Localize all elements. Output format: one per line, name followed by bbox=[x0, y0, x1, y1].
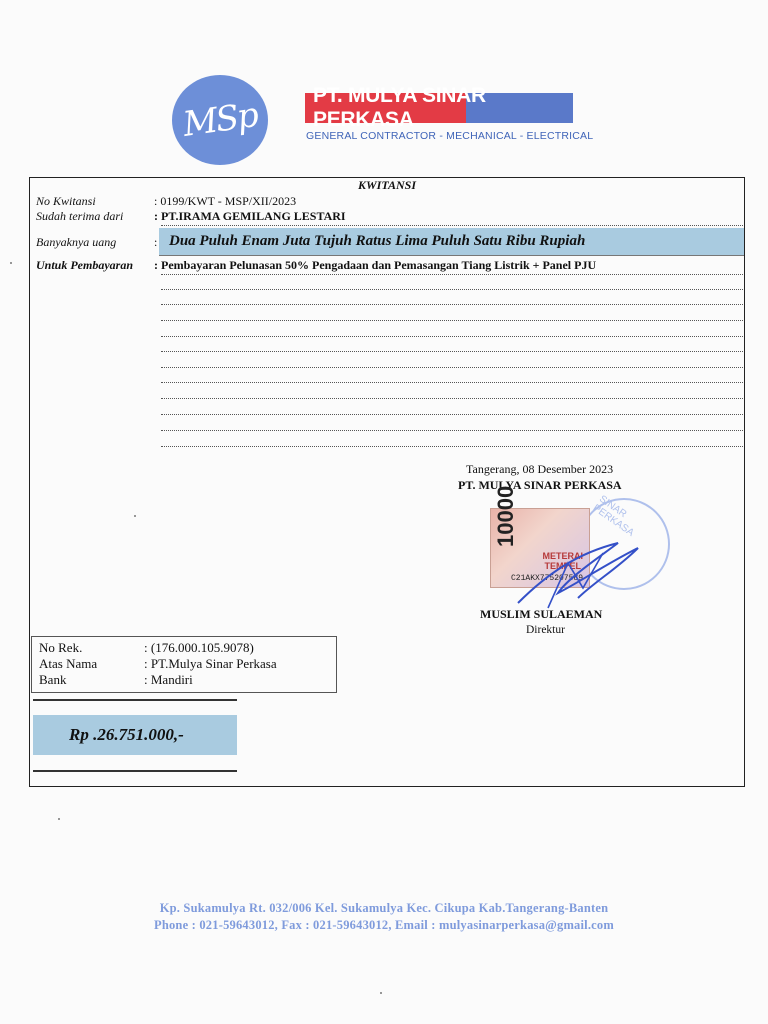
dotted-line bbox=[161, 398, 743, 399]
stamp-serial: C21AKX775207589 bbox=[511, 574, 584, 583]
dotted-line bbox=[161, 414, 743, 415]
seal-text: SINAR PERKASA bbox=[590, 493, 636, 539]
bank-name-value: : Mandiri bbox=[144, 672, 193, 687]
dotted-line bbox=[161, 225, 743, 226]
scan-speck bbox=[10, 262, 12, 264]
dotted-line bbox=[161, 367, 743, 368]
stamp-value: 10000 bbox=[493, 485, 518, 547]
account-name-value: : PT.Mulya Sinar Perkasa bbox=[144, 656, 277, 671]
total-top-rule bbox=[33, 699, 237, 701]
received-from-value: : PT.IRAMA GEMILANG LESTARI bbox=[154, 209, 346, 223]
dotted-line bbox=[161, 320, 743, 321]
signer-name: MUSLIM SULAEMAN bbox=[480, 607, 603, 621]
dotted-line bbox=[161, 430, 743, 431]
amount-in-words: Dua Puluh Enam Juta Tujuh Ratus Lima Puluh Satu Ribu Rupiah bbox=[159, 228, 744, 256]
stamp-label-line1: METERAI bbox=[542, 551, 583, 561]
dotted-line bbox=[161, 304, 743, 305]
no-kwitansi-label: No Kwitansi bbox=[36, 194, 96, 208]
bank-info-box bbox=[31, 636, 337, 693]
dotted-line bbox=[161, 289, 743, 290]
payment-for-value: : Pembayaran Pelunasan 50% Pengadaan dan Pemasangan Tiang Listrik + Panel PJU bbox=[154, 258, 597, 272]
handwritten-signature bbox=[508, 523, 648, 613]
total-bottom-rule bbox=[33, 770, 237, 772]
dotted-line bbox=[161, 446, 743, 447]
scan-speck bbox=[380, 992, 382, 994]
scan-speck bbox=[134, 515, 136, 517]
receipt-frame bbox=[29, 177, 745, 787]
account-number-value: : (176.000.105.9078) bbox=[144, 640, 254, 655]
company-name-banner: PT. MULYA SINAR PERKASA bbox=[305, 93, 573, 123]
amount-words-colon: : bbox=[154, 235, 158, 249]
signer-title: Direktur bbox=[526, 624, 565, 636]
total-amount: Rp .26.751.000,- bbox=[33, 715, 237, 755]
payment-for-label: Untuk Pembayaran bbox=[36, 258, 134, 272]
company-tagline: GENERAL CONTRACTOR - MECHANICAL - ELECTRICAL bbox=[306, 130, 594, 142]
footer-address: Kp. Sukamulya Rt. 032/006 Kel. Sukamulya Kec. Cikupa Kab.Tangerang-Banten bbox=[159, 901, 609, 915]
footer-contact: Phone : 021-59643012, Fax : 021-59643012, Email : mulyasinarperkasa@gmail.com bbox=[154, 918, 614, 932]
stamp-label-line2: TEMPEL bbox=[544, 561, 581, 571]
company-logo bbox=[172, 75, 268, 165]
scan-speck bbox=[58, 818, 60, 820]
dotted-line bbox=[161, 274, 743, 275]
no-kwitansi-value: : 0199/KWT - MSP/XII/2023 bbox=[154, 194, 297, 208]
dotted-line bbox=[161, 336, 743, 337]
dotted-line bbox=[161, 382, 743, 383]
place-date: Tangerang, 08 Desember 2023 bbox=[466, 462, 614, 476]
account-name-label: Atas Nama bbox=[39, 656, 98, 671]
dotted-line bbox=[161, 351, 743, 352]
logo-text: MSp bbox=[180, 95, 260, 145]
document-title: KWITANSI bbox=[357, 178, 417, 192]
bank-name-label: Bank bbox=[39, 672, 67, 687]
received-from-label: Sudah terima dari bbox=[36, 209, 124, 223]
amount-words-label: Banyaknya uang bbox=[36, 235, 117, 249]
signature-company: PT. MULYA SINAR PERKASA bbox=[458, 478, 622, 492]
account-number-label: No Rek. bbox=[39, 640, 83, 655]
